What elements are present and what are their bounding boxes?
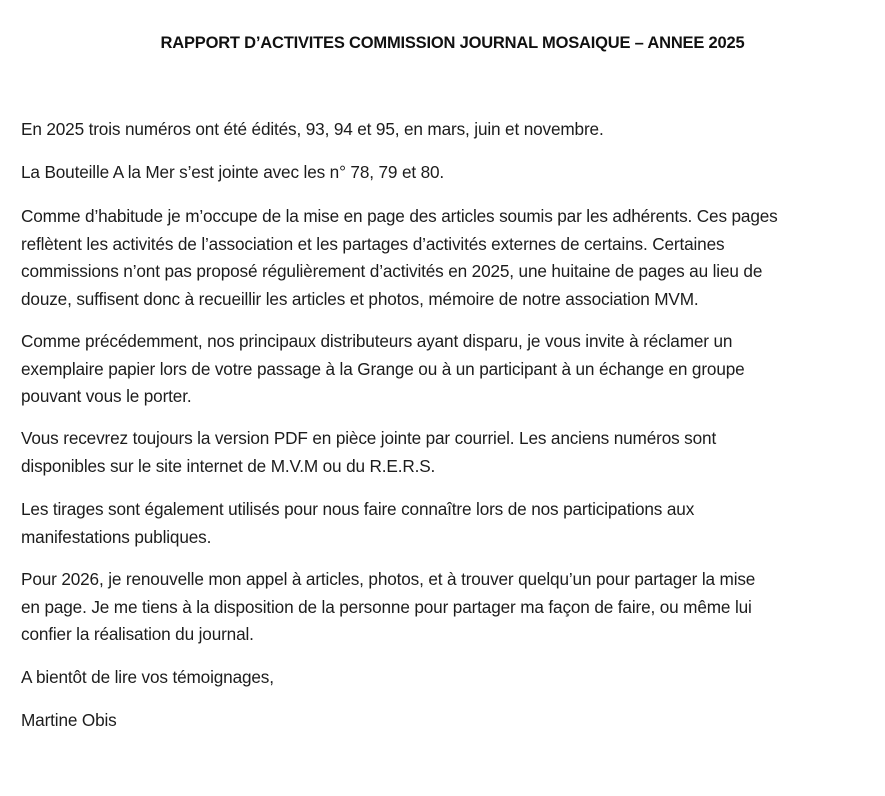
text-line: Comme précédemment, nos principaux distributeurs ayant disparu, je vous invite à réclamer un (21, 331, 733, 351)
text-line: Pour 2026, je renouvelle mon appel à articles, photos, et à trouver quelqu’un pour partager la mise (21, 569, 756, 589)
paragraph-print-runs (21, 496, 881, 551)
paragraph-issues-published (21, 116, 881, 144)
text-line: disponibles sur le site internet de M.V.M ou du R.E.R.S. (21, 455, 436, 476)
text-line: En 2025 trois numéros ont été édités, 93, 94 et 95, en mars, juin et novembre. (21, 119, 604, 139)
signature-name: Martine Obis (21, 710, 117, 730)
report-title: RAPPORT D’ACTIVITES COMMISSION JOURNAL MOSAIQUE – ANNEE 2025 (160, 34, 745, 52)
text-line: exemplaire papier lors de votre passage à la Grange ou à un participant à un échange en groupe (21, 358, 745, 379)
text-line: douze, suffisent donc à recueillir les articles et photos, mémoire de notre association MVM. (21, 288, 699, 309)
paragraph-paper-copies (21, 328, 881, 411)
text-line: Les tirages sont également utilisés pour nous faire connaître lors de nos participations aux (21, 499, 695, 519)
paragraph-call-for-articles (21, 566, 881, 649)
text-line: pouvant vous le porter. (21, 386, 192, 406)
paragraph-layout-work (21, 203, 881, 313)
text-line: commissions n’ont pas proposé régulièrement d’activités en 2025, une huitaine de pages au lieu de (21, 261, 763, 281)
text-line: Comme d’habitude je m’occupe de la mise en page des articles soumis par les adhérents. Ces pages (21, 206, 778, 226)
paragraph-pdf-version (21, 425, 881, 480)
text-line: en page. Je me tiens à la disposition de la personne pour partager ma façon de faire, ou même lui (21, 596, 752, 617)
text-line: A bientôt de lire vos témoignages, (21, 667, 274, 687)
text-line: manifestations publiques. (21, 526, 212, 547)
text-line: confier la réalisation du journal. (21, 624, 254, 644)
text-line: La Bouteille A la Mer s’est jointe avec les n° 78, 79 et 80. (21, 162, 445, 182)
text-line: reflètent les activités de l’association et les partages d’activités externes de certains. Certaines (21, 233, 725, 254)
paragraph-closing (21, 664, 881, 692)
signature (21, 707, 881, 735)
text-line: Vous recevrez toujours la version PDF en pièce jointe par courriel. Les anciens numéros sont (21, 428, 717, 448)
paragraph-bouteille-a-la-mer (21, 159, 881, 187)
